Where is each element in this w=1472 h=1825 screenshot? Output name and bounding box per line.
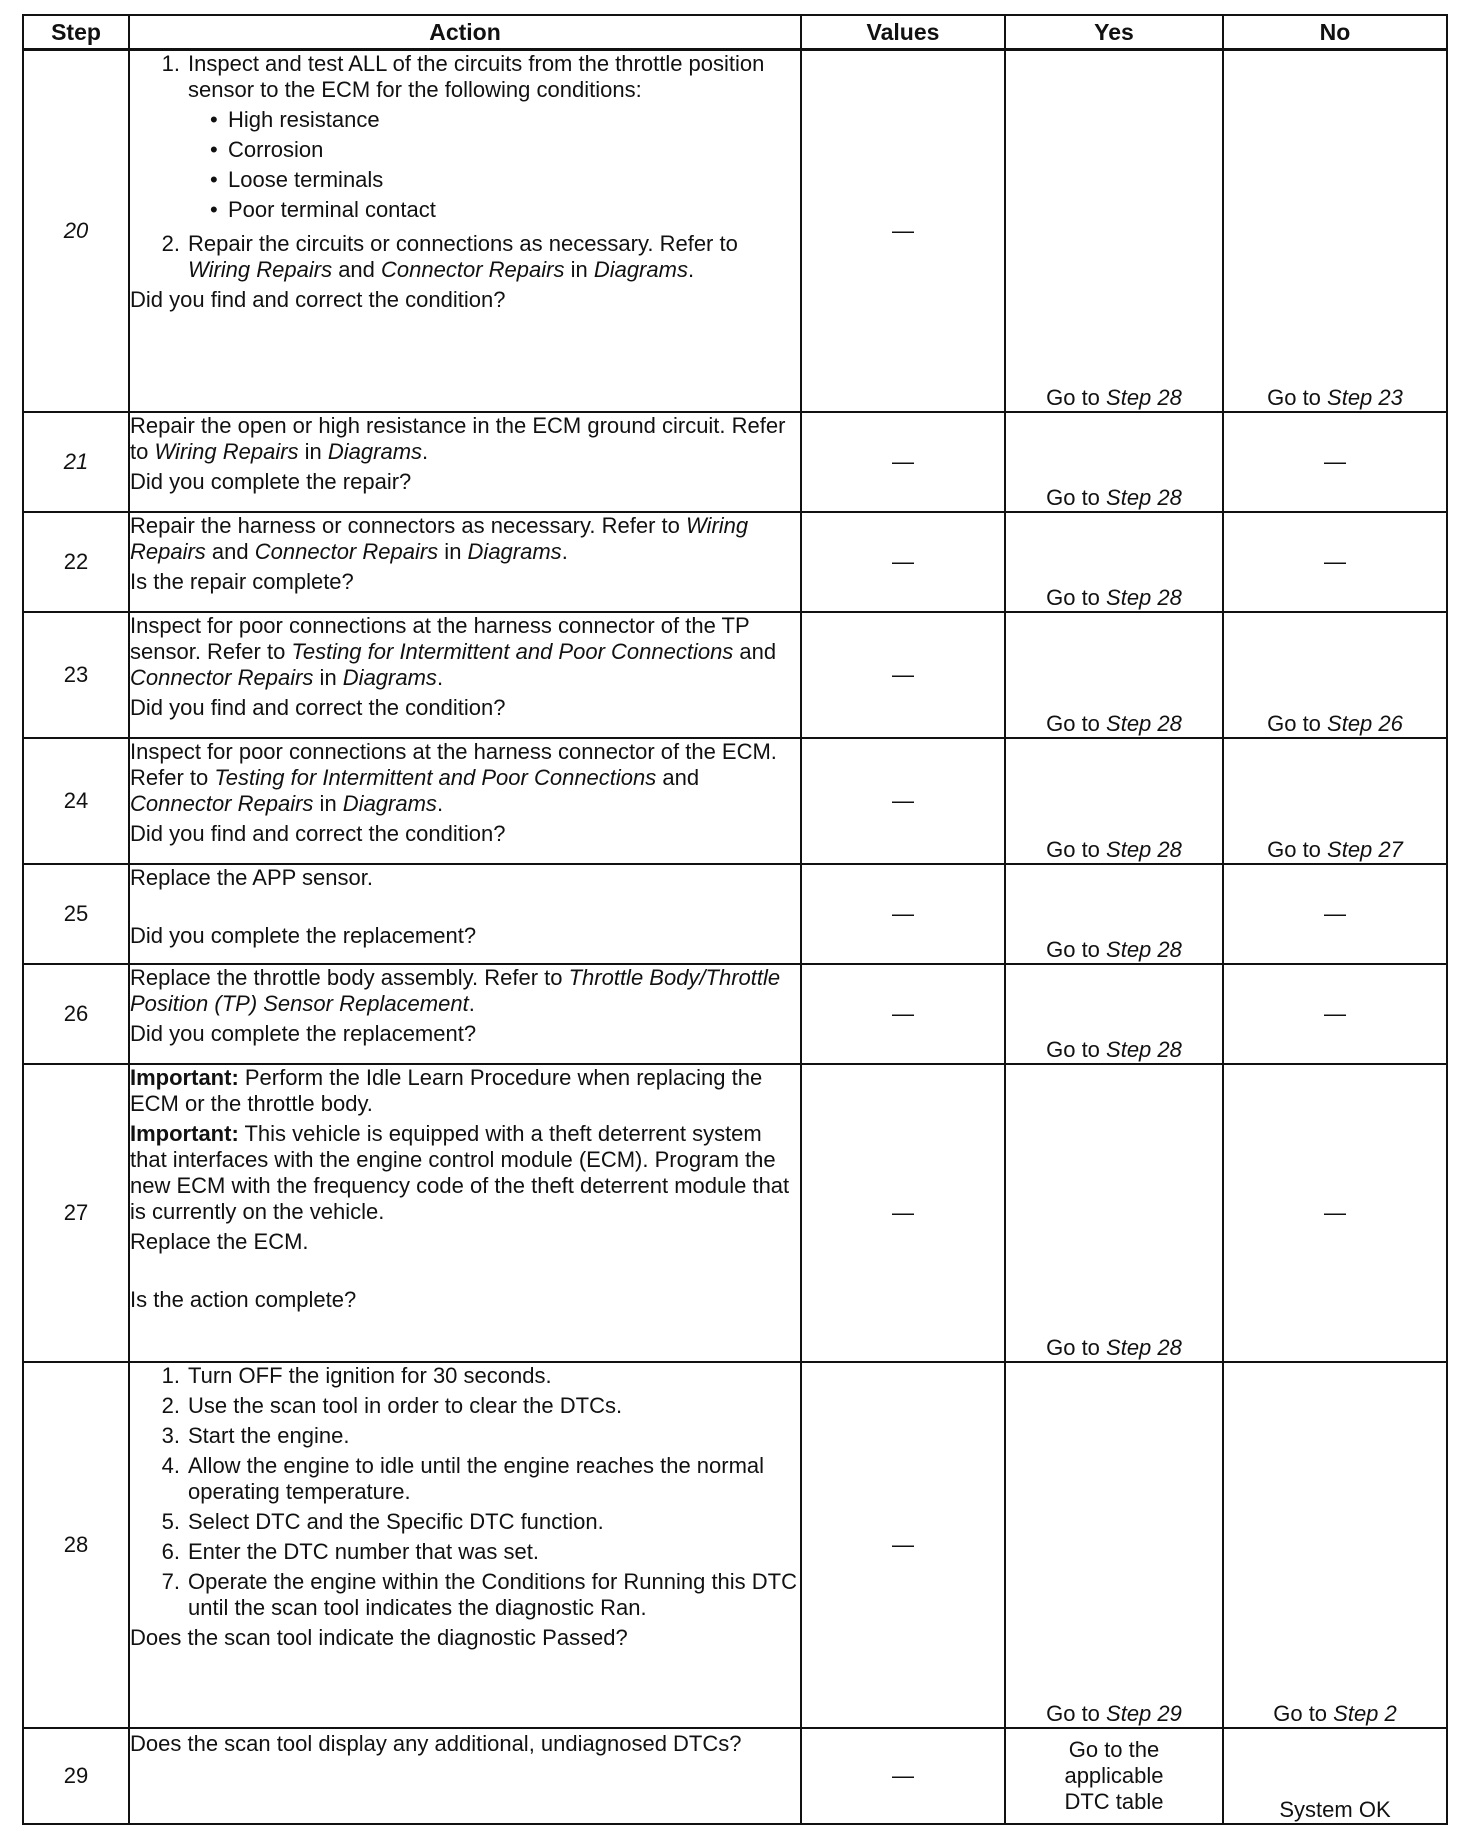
action-cell: Replace the APP sensor. Did you complete the replacement? <box>129 864 801 964</box>
step-number: 27 <box>23 1064 129 1362</box>
action-cell: Repair the open or high resistance in the ECM ground circuit. Refer to Wiring Repairs in Diagrams. Did you complete the repair? <box>129 412 801 512</box>
list-item: 5. Select DTC and the Specific DTC function. <box>161 1508 604 1534</box>
header-step: Step <box>23 15 129 50</box>
bullet-item: • Corrosion <box>210 137 324 162</box>
bullet-icon: • <box>210 197 218 222</box>
values-cell: — <box>801 412 1005 512</box>
header-yes: Yes <box>1005 15 1223 50</box>
yes-cell: Go to Step 28 <box>1005 50 1223 412</box>
bullet-icon: • <box>210 167 218 192</box>
action-cell: Important: Perform the Idle Learn Procedure when replacing the ECM or the throttle body. Important: This vehicle is equipped with a theft deterrent system that interfaces with the engine control module (ECM). Program the new ECM with the frequency code of the theft deterrent module that is currently on the vehicle. Replace the ECM. Is the action complete? <box>129 1064 801 1362</box>
list-item: 1. Inspect and test ALL of the circuits from the throttle position sensor to the ECM for the following conditions: • High resistance • Corrosion • Loose terminals • Poor terminal contact <box>150 51 800 227</box>
no-cell: — <box>1223 964 1447 1064</box>
yes-cell: Go to Step 29 <box>1005 1362 1223 1728</box>
values-cell: — <box>801 1064 1005 1362</box>
list-item: 2. Repair the circuits or connections as necessary. Refer to Wiring Repairs and Connector Repairs in Diagrams. <box>161 231 738 282</box>
list-item-text: Inspect and test ALL of the circuits from the throttle position sensor to the ECM for the following conditions: <box>188 51 765 102</box>
header-values: Values <box>801 15 1005 50</box>
no-cell: — <box>1223 512 1447 612</box>
list-item: 2. Use the scan tool in order to clear the DTCs. <box>161 1392 623 1418</box>
list-item: 4. Allow the engine to idle until the engine reaches the normal operating temperature. <box>161 1452 765 1504</box>
question-text: Is the repair complete? <box>130 568 354 594</box>
action-cell: Inspect for poor connections at the harness connector of the TP sensor. Refer to Testing for Intermittent and Poor Connections and Connector Repairs in Diagrams. Did you find and correct the condition? <box>129 612 801 738</box>
list-item: 6. Enter the DTC number that was set. <box>161 1538 539 1564</box>
question-text: Did you complete the replacement? <box>130 1020 477 1046</box>
yes-cell: Go to Step 28 <box>1005 512 1223 612</box>
no-cell: Go to Step 23 <box>1223 50 1447 412</box>
bullet-icon: • <box>210 137 218 162</box>
table-row <box>23 964 1447 1064</box>
values-cell: — <box>801 1362 1005 1728</box>
action-cell: Replace the throttle body assembly. Refer to Throttle Body/Throttle Position (TP) Sensor Replacement. Did you complete the replacement? <box>129 964 801 1064</box>
reference-link: Diagrams <box>593 257 688 282</box>
table-row <box>23 1362 1447 1728</box>
header-no: No <box>1223 15 1447 50</box>
question-text: Does the scan tool indicate the diagnostic Passed? <box>130 1624 628 1650</box>
step-number: 29 <box>23 1728 129 1824</box>
step-number: 21 <box>23 412 129 512</box>
step-number: 22 <box>23 512 129 612</box>
no-cell: System OK <box>1223 1728 1447 1824</box>
step-number: 23 <box>23 612 129 738</box>
question-text: Does the scan tool display any additional, undiagnosed DTCs? <box>130 1730 742 1756</box>
no-cell: Go to Step 27 <box>1223 738 1447 864</box>
yes-cell: Go to the applicable DTC table <box>1005 1728 1223 1824</box>
no-cell: — <box>1223 412 1447 512</box>
no-cell: Go to Step 26 <box>1223 612 1447 738</box>
action-cell <box>129 50 801 412</box>
table-row <box>23 864 1447 964</box>
table-row <box>23 412 1447 512</box>
step-number: 24 <box>23 738 129 864</box>
action-cell: Repair the harness or connectors as necessary. Refer to Wiring Repairs and Connector Repairs in Diagrams. Is the repair complete? <box>129 512 801 612</box>
yes-cell: Go to Step 28 <box>1005 864 1223 964</box>
yes-cell: Go to Step 28 <box>1005 412 1223 512</box>
step-number: 20 <box>23 50 129 412</box>
step-number: 25 <box>23 864 129 964</box>
no-cell: — <box>1223 864 1447 964</box>
list-item: 3. Start the engine. <box>161 1422 350 1448</box>
values-cell: — <box>801 512 1005 612</box>
table-row <box>23 738 1447 864</box>
table-row <box>23 50 1447 412</box>
table-row <box>23 1728 1447 1824</box>
yes-cell: Go to Step 28 <box>1005 1064 1223 1362</box>
bullet-item: • Poor terminal contact <box>210 197 436 222</box>
question-text: Did you find and correct the condition? <box>130 694 506 720</box>
no-cell: — <box>1223 1064 1447 1362</box>
table-row <box>23 612 1447 738</box>
numbered-list <box>130 51 800 283</box>
action-cell <box>129 1362 801 1728</box>
yes-cell: Go to Step 28 <box>1005 738 1223 864</box>
question-text: Did you find and correct the condition? <box>130 820 506 846</box>
values-cell: — <box>801 964 1005 1064</box>
question-text: Did you complete the repair? <box>130 468 412 494</box>
action-cell: Inspect for poor connections at the harness connector of the ECM. Refer to Testing for Intermittent and Poor Connections and Connector Repairs in Diagrams. Did you find and correct the condition? <box>129 738 801 864</box>
numbered-list <box>130 1363 800 1621</box>
important-label: Important: <box>130 1064 239 1090</box>
question-text: Did you complete the replacement? <box>130 922 477 948</box>
reference-link: Wiring Repairs <box>188 257 333 282</box>
bullet-item: • Loose terminals <box>210 167 384 192</box>
list-item: 7. Operate the engine within the Conditions for Running this DTC until the scan tool indicates the diagnostic Ran. <box>161 1568 798 1620</box>
diagnostic-table <box>22 14 1448 1825</box>
header-action: Action <box>129 15 801 50</box>
no-cell: Go to Step 2 <box>1223 1362 1447 1728</box>
important-label: Important: <box>130 1120 239 1146</box>
question-text: Did you find and correct the condition? <box>130 287 506 312</box>
yes-cell: Go to Step 28 <box>1005 964 1223 1064</box>
values-cell: — <box>801 50 1005 412</box>
yes-cell: Go to Step 28 <box>1005 612 1223 738</box>
bullet-icon: • <box>210 107 218 132</box>
values-cell: — <box>801 612 1005 738</box>
values-cell: — <box>801 738 1005 864</box>
bullet-list <box>188 107 800 223</box>
reference-link: Connector Repairs <box>381 257 565 282</box>
action-cell <box>129 1728 801 1824</box>
table-row <box>23 512 1447 612</box>
question-text: Is the action complete? <box>130 1286 357 1312</box>
values-cell: — <box>801 1728 1005 1824</box>
list-item: 1. Turn OFF the ignition for 30 seconds. <box>161 1362 552 1388</box>
step-number: 26 <box>23 964 129 1064</box>
table-row <box>23 1064 1447 1362</box>
bullet-item: • High resistance <box>210 107 380 132</box>
values-cell: — <box>801 864 1005 964</box>
header-row <box>23 15 1447 50</box>
step-number: 28 <box>23 1362 129 1728</box>
